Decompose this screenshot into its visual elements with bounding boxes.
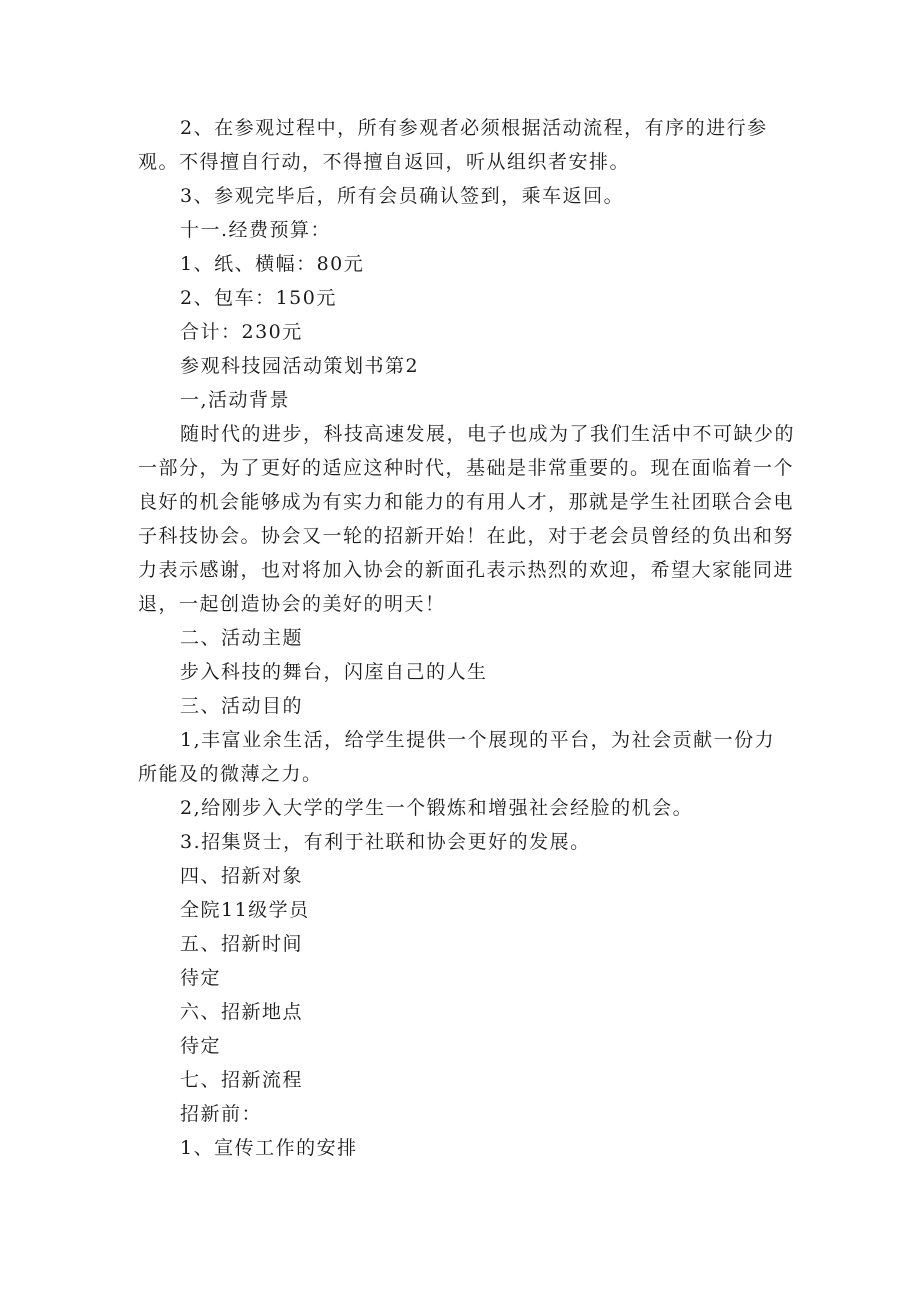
list-item: 1、纸、横幅：80元 xyxy=(180,253,365,275)
text-line: 3、参观完毕后，所有会员确认签到，乘车返回。 xyxy=(180,185,625,207)
section-heading: 六、招新地点 xyxy=(180,1001,304,1023)
text-line: 随时代的进步，科技高速发展，电子也成为了我们生活中不可缺少的 xyxy=(180,423,796,445)
text-line: 招新前： xyxy=(180,1103,263,1125)
section-heading: 十一.经费预算： xyxy=(180,219,332,241)
list-item: 3.招集贤士，有利于社联和协会更好的发展。 xyxy=(180,831,591,853)
section-heading: 三、活动目的 xyxy=(180,695,304,717)
text-line: 所能及的微薄之力。 xyxy=(138,763,323,785)
section-heading: 五、招新时间 xyxy=(180,933,304,955)
document-title: 参观科技园活动策划书第2 xyxy=(180,355,420,377)
text-line: 一部分，为了更好的适应这种时代，基础是非常重要的。现在面临着一个 xyxy=(138,457,795,479)
text-line: 观。不得擅自行动，不得擅自返回，听从组织者安排。 xyxy=(138,151,631,173)
section-heading: 四、招新对象 xyxy=(180,865,304,887)
text-line: 良好的机会能够成为有实力和能力的有用人才，那就是学生社团联合会电 xyxy=(138,491,795,513)
section-heading: 七、招新流程 xyxy=(180,1069,304,1091)
total-line: 合计：230元 xyxy=(180,321,303,343)
list-item: 1,丰富业余生活，给学生提供一个展现的平台，为社会贡献一份力 xyxy=(180,729,776,751)
text-line: 力表示感谢，也对将加入协会的新面孔表示热烈的欢迎，希望大家能同进 xyxy=(138,559,795,581)
text-line: 退，一起创造协会的美好的明天！ xyxy=(138,593,446,615)
section-heading: 二、活动主题 xyxy=(180,627,304,649)
text-line: 待定 xyxy=(180,967,222,989)
list-item: 2、包车：150元 xyxy=(180,287,337,309)
text-line: 步入科技的舞台，闪庢自己的人生 xyxy=(180,661,488,683)
text-line: 待定 xyxy=(180,1035,222,1057)
list-item: 1、宣传工作的安排 xyxy=(180,1137,358,1159)
list-item: 2,给刚步入大学的学生一个锻炼和增强社会经脸的机会。 xyxy=(180,797,694,819)
text-line: 全院11级学员 xyxy=(180,899,310,921)
text-line: 子科技协会。协会又一轮的招新开始！在此，对于老会员曾经的负出和努 xyxy=(138,525,795,547)
section-heading: 一,活动背景 xyxy=(180,389,291,411)
text-line: 2、在参观过程中，所有参观者必须根据活动流程，有序的进行参 xyxy=(180,117,768,139)
